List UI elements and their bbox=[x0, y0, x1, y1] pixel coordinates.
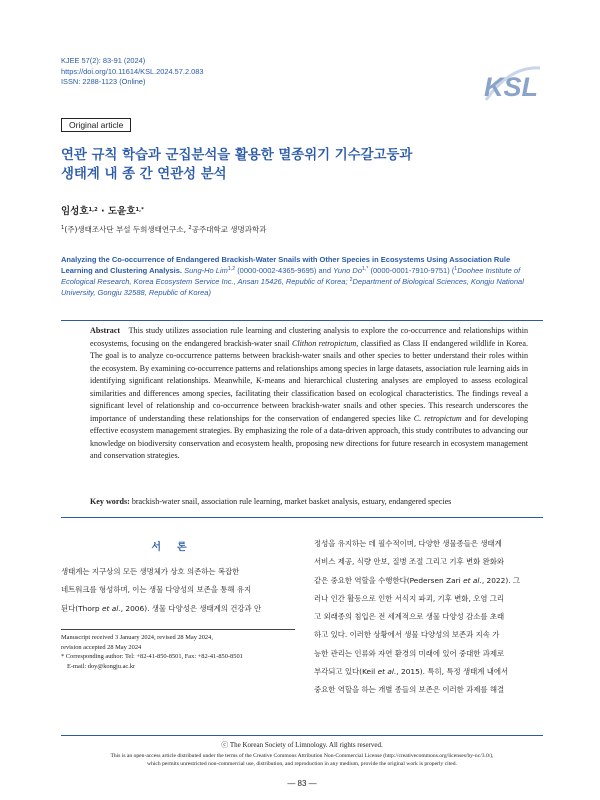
english-title-block bbox=[61, 254, 543, 298]
abstract-species-2: C. retropictum bbox=[413, 413, 462, 423]
english-author-1-sup: 1,2 bbox=[227, 266, 236, 272]
logo-text: KSL bbox=[484, 72, 538, 102]
doi-link[interactable]: https://doi.org/10.11614/KSL.2024.57.2.083 bbox=[61, 66, 204, 76]
body-left-line-3a: 된다(Thorp bbox=[61, 603, 102, 613]
body-right-line-8 bbox=[314, 663, 543, 681]
keywords-text: brackish-water snail, association rule learning, market basket analysis, estuary, endangered species bbox=[129, 497, 452, 506]
english-affil-1: Doohee Institute of Ecological Research, Korea Ecosystem Service Inc., Ansan 15426, Republic of Korea; bbox=[61, 266, 521, 286]
affil-2-text: 공주대학교 생명과학과 bbox=[191, 225, 267, 234]
body-right-line-2: 서비스 제공, 식량 안보, 질병 조절 그리고 기후 변화 완화와 bbox=[314, 557, 505, 567]
korean-authors bbox=[61, 203, 144, 217]
body-left-line-3 bbox=[61, 600, 295, 618]
affil-1-sup: 1 bbox=[61, 225, 65, 231]
footnote-email[interactable]: E-mail: doy@kongju.ac.kr bbox=[67, 662, 136, 670]
english-author-2: Yuno Do bbox=[333, 266, 363, 275]
body-right-line-9: 중요한 역할을 하는 개별 종들의 보존은 이러한 과제를 해결 bbox=[314, 685, 505, 695]
body-right-line-8b: , 2015). 특히, 특정 생태계 내에서 bbox=[396, 667, 509, 677]
body-right-line-7: 능한 관리는 인류와 자연 환경의 미래에 있어 중대한 과제로 bbox=[314, 648, 505, 658]
footnote-rule bbox=[61, 629, 295, 630]
body-left-line-2: 네트워크를 형성하며, 이는 생물 다양성의 보존을 통해 유지 bbox=[61, 585, 252, 595]
korean-title-line-1: 연관 규칙 학습과 군집분석을 활용한 멸종위기 기수갈고둥과 bbox=[61, 148, 413, 163]
orcid-1[interactable]: (0000-0002-4365-9695) and bbox=[237, 266, 332, 275]
footnote-received: Manuscript received 3 January 2024, revised 28 May 2024, bbox=[61, 634, 213, 641]
footnote-accepted: revision accepted 28 May 2024 bbox=[61, 643, 142, 651]
body-right-line-8-italic: et al. bbox=[377, 667, 397, 677]
body-right-line-1: 정성을 유지하는 데 필수적이며, 다양한 생물종들은 생태계 bbox=[314, 539, 502, 548]
footnote-corresponding: * Corresponding author: Tel: +82-41-850-8501, Fax: +82-41-850-8501 bbox=[61, 653, 243, 661]
keywords bbox=[90, 497, 530, 506]
article-type-badge: Original article bbox=[61, 118, 131, 132]
body-column-left bbox=[61, 563, 295, 618]
keywords-label: Key words: bbox=[90, 497, 130, 506]
english-affil-1-sup: 1 bbox=[454, 266, 458, 272]
author-2-name: 도윤호 bbox=[107, 206, 136, 217]
abstract-top-rule bbox=[61, 320, 543, 321]
korean-affiliations bbox=[61, 224, 267, 235]
english-affil-2: Department of Biological Sciences, Kongju National University, Gongju 32588, Republic of Korea) bbox=[61, 277, 524, 297]
author-1-sup: 1,2 bbox=[88, 207, 98, 213]
abstract-text-1: This study utilizes association rule learning and clustering analysis to explore the co-occurrence and relationships within ecosystems, focusing on the endangered brackish-water snail bbox=[90, 326, 528, 348]
issn: ISSN: 2288-1123 (Online) bbox=[61, 77, 146, 87]
page-number: — 83 — bbox=[287, 779, 317, 788]
korean-title-line-2: 생태계 내 종 간 연관성 분석 bbox=[61, 167, 227, 182]
abstract-bottom-rule bbox=[61, 517, 543, 518]
section-title-introduction: 서론 bbox=[151, 542, 203, 553]
body-left-line-3b: , 2006). 생물 다양성은 생태계의 건강과 안 bbox=[120, 603, 262, 613]
english-title: Analyzing the Co-occurrence of Endangered Brackish-Water Snails with Other Species in Ecosystems Using Association Rule Learning and Clustering Analysis. bbox=[61, 255, 511, 275]
ksl-logo bbox=[480, 64, 544, 104]
journal-info bbox=[61, 56, 203, 88]
body-left-line-1: 생태계는 지구상의 모든 생명체가 상호 의존하는 복잡한 bbox=[61, 567, 240, 576]
affil-2-sup: 2 bbox=[188, 225, 192, 231]
english-author-1: Sung-Ho Lim bbox=[184, 266, 228, 275]
body-right-line-6: 하고 있다. 이러한 상황에서 생물 다양성의 보존과 지속 가 bbox=[314, 630, 500, 640]
author-separator: · bbox=[97, 206, 108, 217]
body-column-right bbox=[314, 535, 543, 700]
body-right-line-3b: , 2022). 그 bbox=[481, 575, 521, 585]
abstract-species-1: Clithon retropictum bbox=[291, 338, 357, 348]
body-right-line-3a: 같은 중요한 역할을 수행한다(Pedersen Zari bbox=[314, 575, 464, 585]
body-right-line-8a: 부각되고 있다(Keil bbox=[314, 667, 378, 677]
abstract-label: Abstract bbox=[90, 326, 121, 335]
english-author-2-sup: 1,* bbox=[362, 266, 369, 272]
body-right-line-5: 고 외래종의 침입은 전 세계적으로 생물 다양성 감소를 초래 bbox=[314, 612, 505, 622]
author-1-name: 임성호 bbox=[61, 206, 89, 217]
license-line-1[interactable]: This is an open-access article distributed under the terms of the Creative Commons Attribution Non-Commercial License (http://creativecommons.org/licenses/by-nc/3.0/), bbox=[110, 753, 494, 759]
body-left-line-3-italic: et al. bbox=[101, 603, 121, 613]
affil-1-text: (주)생태조사단 부설 두희생태연구소, bbox=[64, 225, 189, 234]
abstract-text-3: and for developing effective ecosystem management strategies. By emphasizing the role of a data-driven approach, this study contributes to advancing our knowledge on biodiversity conservation and ecosystem health, proposing new directions for future research in ecosystem management and conservation strategies. bbox=[90, 413, 528, 460]
abstract bbox=[90, 325, 528, 463]
footer-rule bbox=[61, 735, 543, 736]
orcid-2[interactable]: (0000-0001-7910-9751) ( bbox=[370, 266, 455, 275]
license-notice bbox=[61, 752, 543, 768]
body-right-line-4: 러나 인간 활동으로 인한 서식지 파괴, 기후 변화, 오염 그리 bbox=[314, 593, 505, 603]
copyright-notice: ⓒ The Korean Society of Limnology. All rights reserved. bbox=[221, 741, 383, 749]
abstract-text-2: , classified as Class II endangered wildlife in Korea. The goal is to analyze co-occurrence patterns between brackish-water snails and other species to better understand their roles within the ecosystem. By examining co-occurrence patterns and relationships among species in large datasets, association rule learning aids in identifying significant relationships. Meanwhile, K-means and hierarchical clustering analyses are employed to assess ecological similarities and differences among species, facilitating their classification based on ecological characteristics. The findings reveal a significant level of relationship and co-occurrence between brackish-water snails and other species. This research underscores the importance of understanding these relationships for the conservation of endangered species like bbox=[90, 338, 528, 423]
footnotes bbox=[61, 633, 301, 671]
body-right-line-3-italic: et al. bbox=[463, 575, 482, 585]
license-line-2: which permits unrestricted non-commercial use, distribution, and reproduction in any medium, provide the original work is properly cited. bbox=[147, 761, 457, 767]
english-affil-2-sup: 2 bbox=[349, 277, 353, 283]
journal-citation: KJEE 57(2): 83-91 (2024) bbox=[61, 56, 146, 65]
author-2-sup: 1,* bbox=[135, 207, 144, 213]
korean-title bbox=[61, 146, 501, 184]
body-right-line-3 bbox=[314, 572, 543, 590]
